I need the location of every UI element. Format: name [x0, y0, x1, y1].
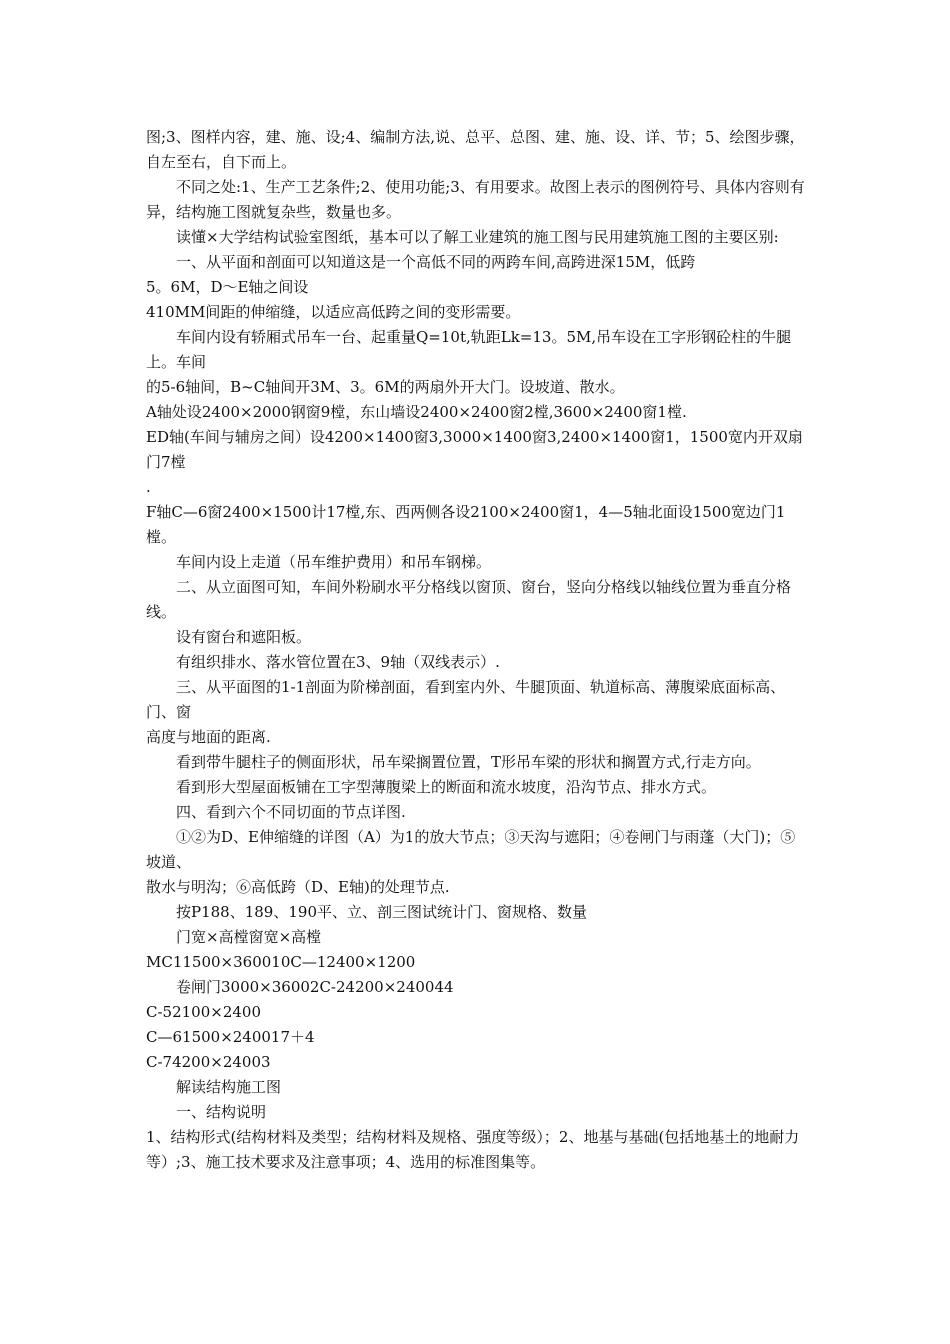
paragraph: 410MM间距的伸缩缝，以适应高低跨之间的变形需要。	[146, 303, 521, 321]
paragraph: MC11500×360010C—12400×1200	[146, 953, 416, 971]
paragraph: 读懂×大学结构试验室图纸，基本可以了解工业建筑的施工图与民用建筑施工图的主要区别:	[176, 228, 779, 246]
paragraph: .	[146, 478, 151, 496]
paragraph: 有组织排水、落水管位置在3、9轴（双线表示）.	[176, 653, 500, 671]
paragraph: 图;3、图样内容，建、施、设;4、编制方法,说、总平、总图、建、施、设、详、节；5、绘图步骤，自左至右，自下而上。	[146, 128, 805, 171]
paragraph: A轴处设2400×2000钢窗9樘，东山墙设2400×2400窗2樘,3600×2400窗1樘.	[146, 403, 687, 421]
paragraph: F轴C—6窗2400×1500计17樘,东、西两侧各设2100×2400窗1，4—5轴北面设1500宽边门1樘。	[146, 503, 786, 546]
document-body	[146, 125, 810, 1175]
paragraph: 高度与地面的距离.	[146, 728, 271, 746]
paragraph: 二、从立面图可知，车间外粉刷水平分格线以窗顶、窗台，竖向分格线以轴线位置为垂直分格线。	[146, 578, 792, 621]
paragraph: 车间内设有轿厢式吊车一台、起重量Q=10t,轨距Lk=13。5M,吊车设在工字形钢砼柱的牛腿上。车间	[146, 328, 792, 371]
paragraph: 一、从平面和剖面可以知道这是一个高低不同的两跨车间,高跨进深15M，低跨	[176, 253, 696, 271]
paragraph: 三、从平面图的1-1剖面为阶梯剖面，看到室内外、牛腿顶面、轨道标高、薄腹梁底面标高、门、窗	[146, 678, 786, 721]
paragraph: 的5-6轴间，B~C轴间开3M、3。6M的两扇外开大门。设坡道、散水。	[146, 378, 625, 396]
paragraph: C-52100×2400	[146, 1003, 262, 1021]
paragraph: 散水与明沟；⑥高低跨（D、E轴)的处理节点.	[146, 878, 450, 896]
paragraph: 设有窗台和遮阳板。	[176, 628, 312, 646]
paragraph: 门宽×高樘窗宽×高樘	[176, 928, 322, 946]
paragraph: 看到形大型屋面板铺在工字型薄腹梁上的断面和流水坡度，沿沟节点、排水方式。	[176, 778, 717, 796]
paragraph: C—61500×240017＋4	[146, 1028, 315, 1046]
paragraph: ED轴(车间与辅房之间）设4200×1400窗3,3000×1400窗3,2400×1400窗1，1500宽内开双扇门7樘	[146, 428, 803, 471]
paragraph: C-74200×24003	[146, 1053, 271, 1071]
paragraph: 按P188、189、190平、立、剖三图试统计门、窗规格、数量	[176, 903, 587, 921]
paragraph: 车间内设上走道（吊车维护费用）和吊车钢梯。	[176, 553, 492, 571]
paragraph: 看到带牛腿柱子的侧面形状，吊车梁搁置位置，T形吊车梁的形状和搁置方式,行走方向。	[176, 753, 761, 771]
paragraph: 1、结构形式(结构材料及类型；结构材料及规格、强度等级）；2、地基与基础(包括地基土的地耐力等）;3、施工技术要求及注意事项；4、选用的标准图集等。	[146, 1128, 800, 1171]
paragraph: 不同之处:1、生产工艺条件;2、使用功能;3、有用要求。故图上表示的图例符号、具体内容则有异，结构施工图就复杂些，数量也多。	[146, 178, 805, 221]
paragraph: 四、看到六个不同切面的节点详图.	[176, 803, 406, 821]
paragraph: 一、结构说明	[176, 1103, 267, 1121]
paragraph: ①②为D、E伸缩缝的详图（A）为1的放大节点；③天沟与遮阳；④卷闸门与雨蓬（大门)；⑤坡道、	[146, 828, 796, 871]
paragraph: 卷闸门3000×36002C-24200×240044	[176, 978, 454, 996]
paragraph: 解读结构施工图	[176, 1078, 282, 1096]
paragraph: 5。6M，D～E轴之间设	[146, 278, 309, 296]
